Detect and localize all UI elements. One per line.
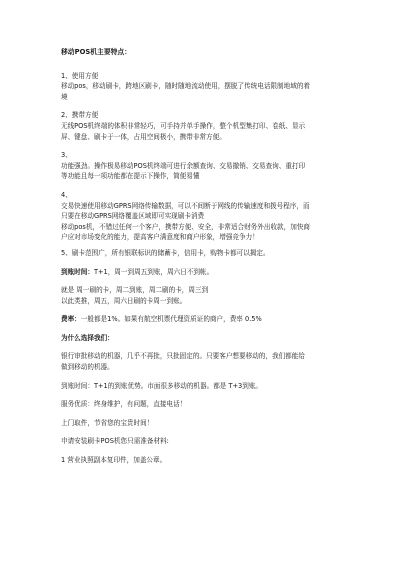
why-p3-line-1: 服务优质：终身维护，有问题，直接电话！ <box>61 400 187 409</box>
feature-5-line-1: 5、刷卡范围广，所有银联标识的储蓄卡，信用卡，购物卡都可以揭定。 <box>61 248 270 257</box>
feature-1-line-1: 移动pos，移动刷卡，跨地区刷卡，随时随地流动使用，摆脱了传统电话限制地域的着 <box>61 82 311 91</box>
document-page <box>61 47 361 466</box>
settlement-detail <box>61 285 361 306</box>
feature-1 <box>61 71 361 103</box>
feature-2-heading: 2、携带方便 <box>61 111 99 120</box>
feature-4-line-1: 交易快速使用移动GPRS网络传输数据，可以不间断于网线的传输速度和拨号程序，而 <box>61 201 310 210</box>
why-p2-line-1: 到账时间：T+1的到账优势。市面很多移动的机器。都是 T+3到账。 <box>61 381 263 390</box>
settlement-label: 到账时间： <box>61 267 94 276</box>
feature-1-line-2: 境 <box>61 92 68 101</box>
why-p4-line-1: 上门取件，节省您的宝贵时间！ <box>61 418 154 427</box>
feature-2-line-2: 屏、键盘、刷卡于一体，占用空间极小，携带非常方便。 <box>61 132 226 141</box>
why-heading-wrap <box>61 333 361 344</box>
why-paragraph-2 <box>61 381 361 392</box>
rate-label: 费率： <box>61 315 81 324</box>
why-paragraph-5 <box>61 436 361 447</box>
feature-2-line-1: 无线POS机终端的体积非常轻巧，可手持并单手操作，整个机型集打印、卷纸、显示 <box>61 121 306 130</box>
why-paragraph-3 <box>61 399 361 410</box>
feature-4-line-2: 只要在移动GPRS网络覆盖区域即可实现刷卡消费 <box>61 212 205 221</box>
feature-4-line-4: 户应对市场变化的能力，提高客户满意度和商户形象，增强竞争力！ <box>61 233 259 242</box>
why-p1-line-1: 银行审批移动的机器，几乎不再批，只批固定的。只要客户想要移动的，我们都能给 <box>61 352 305 361</box>
why-p1-line-2: 做到移动的机器。 <box>61 363 114 372</box>
why-paragraph-4 <box>61 418 361 429</box>
rate-value: 一般都是1%。如果有航空机票代理资质证的商户，费率 0.5% <box>80 315 262 324</box>
why-paragraph-6 <box>61 455 361 466</box>
feature-4-heading: 4、 <box>61 190 72 199</box>
feature-5 <box>61 248 361 259</box>
feature-4 <box>61 190 361 243</box>
why-p6-line-1: 1 营业执照副本复印件，加盖公章。 <box>61 456 167 465</box>
settlement-line <box>61 267 361 278</box>
feature-3 <box>61 150 361 182</box>
why-heading: 为什么选择我们： <box>61 333 114 342</box>
rate-line <box>61 314 361 325</box>
document-title: 移动POS机主要特点： <box>61 48 132 56</box>
feature-1-heading: 1、使用方便 <box>61 71 99 80</box>
feature-3-heading: 3、 <box>61 151 72 160</box>
settlement-value: T+1，周一到周五到账，周六日不到帐。 <box>93 267 214 276</box>
settlement-detail-line-1: 就是 周一刷的卡，周二到账，周二刷的卡，周三到 <box>61 286 209 295</box>
why-paragraph-1 <box>61 351 361 372</box>
feature-4-line-3: 移动pos机，不错过任何一个客户，携带方便、安全，非常适合财务外出收款，加快商 <box>61 222 311 231</box>
rate-section <box>61 314 361 325</box>
feature-2 <box>61 110 361 142</box>
settlement-detail-line-2: 以此类推，周五，周六日刷的卡周一到账。 <box>61 296 187 305</box>
feature-3-line-2: 等功能且每一项功能都在提示下操作，简便易懂 <box>61 172 200 181</box>
feature-3-line-1: 功能强劲。操作极易移动POS机终端可进行余额查询、交易撤销、交易查询、重打印 <box>61 161 306 170</box>
settlement-section <box>61 267 361 278</box>
why-p5-line-1: 申请安装刷卡POS机您只需准备材料: <box>61 437 169 446</box>
